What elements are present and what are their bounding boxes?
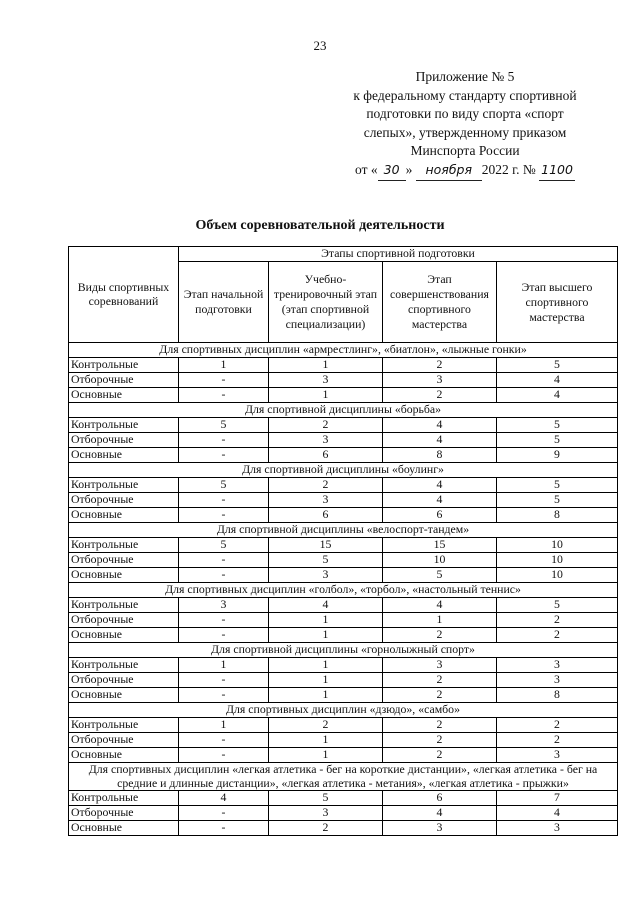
table-body — [69, 343, 618, 836]
annex-date-line — [340, 161, 590, 181]
section-title: Для спортивной дисциплины «борьба» — [69, 403, 618, 418]
value-cell: 8 — [497, 508, 618, 523]
value-cell: 2 — [269, 418, 383, 433]
value-cell: 2 — [383, 388, 497, 403]
value-cell: 5 — [497, 478, 618, 493]
value-cell: 4 — [497, 373, 618, 388]
table-row — [69, 658, 618, 673]
competition-type-cell: Основные — [69, 448, 179, 463]
value-cell: 3 — [269, 373, 383, 388]
value-cell: 5 — [497, 358, 618, 373]
value-cell: 5 — [179, 418, 269, 433]
competition-type-cell: Отборочные — [69, 433, 179, 448]
section-header-row — [69, 763, 618, 791]
competition-type-cell: Отборочные — [69, 373, 179, 388]
competition-type-cell: Основные — [69, 568, 179, 583]
annex-line-3: подготовки по виду спорта «спорт — [366, 106, 564, 122]
value-cell: 2 — [497, 613, 618, 628]
value-cell: 5 — [497, 418, 618, 433]
table-row — [69, 733, 618, 748]
table-row — [69, 806, 618, 821]
value-cell: 4 — [383, 806, 497, 821]
header-stages: Этапы спортивной подготовки — [179, 247, 618, 262]
competition-type-cell: Контрольные — [69, 718, 179, 733]
competition-type-cell: Основные — [69, 628, 179, 643]
section-header-row — [69, 463, 618, 478]
competition-type-cell: Отборочные — [69, 493, 179, 508]
value-cell: - — [179, 821, 269, 836]
value-cell: 4 — [497, 806, 618, 821]
value-cell: 2 — [383, 718, 497, 733]
value-cell: 3 — [179, 598, 269, 613]
value-cell: 4 — [497, 388, 618, 403]
table-row — [69, 478, 618, 493]
header-stage-improvement: Этап совершенствования спортивного мастерства — [383, 262, 497, 343]
competition-type-cell: Отборочные — [69, 733, 179, 748]
value-cell: 3 — [497, 748, 618, 763]
value-cell: 8 — [383, 448, 497, 463]
value-cell: 2 — [497, 628, 618, 643]
value-cell: 1 — [269, 748, 383, 763]
competition-type-cell: Контрольные — [69, 658, 179, 673]
value-cell: 4 — [383, 598, 497, 613]
value-cell: 3 — [269, 493, 383, 508]
value-cell: 4 — [383, 433, 497, 448]
value-cell: - — [179, 508, 269, 523]
value-cell: 1 — [269, 388, 383, 403]
section-header-row — [69, 523, 618, 538]
competition-type-cell: Основные — [69, 388, 179, 403]
date-year: 2022 г. № — [481, 161, 536, 177]
table-row — [69, 433, 618, 448]
section-title: Для спортивных дисциплин «голбол», «торбол», «настольный теннис» — [69, 583, 618, 598]
value-cell: 6 — [383, 791, 497, 806]
value-cell: - — [179, 388, 269, 403]
section-header-row — [69, 643, 618, 658]
value-cell: 5 — [269, 791, 383, 806]
value-cell: - — [179, 688, 269, 703]
table-row — [69, 538, 618, 553]
value-cell: - — [179, 613, 269, 628]
value-cell: 3 — [497, 673, 618, 688]
table-row — [69, 568, 618, 583]
value-cell: 1 — [269, 673, 383, 688]
value-cell: 1 — [269, 628, 383, 643]
value-cell: 6 — [269, 508, 383, 523]
date-prefix: от « — [355, 161, 378, 177]
page-number: 23 — [313, 38, 327, 53]
value-cell: 2 — [383, 733, 497, 748]
header-stage-initial: Этап начальной подготовки — [179, 262, 269, 343]
header-stage-higher: Этап высшего спортивного мастерства — [497, 262, 618, 343]
value-cell: 5 — [383, 568, 497, 583]
value-cell: 1 — [269, 613, 383, 628]
value-cell: 4 — [383, 493, 497, 508]
section-header-row — [69, 703, 618, 718]
header-competition-types: Виды спортивных соревнований — [69, 247, 179, 343]
value-cell: 9 — [497, 448, 618, 463]
competition-type-cell: Контрольные — [69, 358, 179, 373]
table-row — [69, 388, 618, 403]
table-row — [69, 373, 618, 388]
competition-type-cell: Отборочные — [69, 673, 179, 688]
section-header-row — [69, 403, 618, 418]
value-cell: 10 — [497, 553, 618, 568]
value-cell: - — [179, 628, 269, 643]
value-cell: 15 — [269, 538, 383, 553]
value-cell: 3 — [269, 433, 383, 448]
value-cell: 3 — [269, 568, 383, 583]
value-cell: - — [179, 448, 269, 463]
value-cell: 1 — [269, 658, 383, 673]
value-cell: 3 — [497, 821, 618, 836]
value-cell: 1 — [179, 358, 269, 373]
document-title: Объем соревновательной деятельности — [195, 218, 445, 233]
value-cell: 6 — [383, 508, 497, 523]
value-cell: 5 — [179, 538, 269, 553]
value-cell: 2 — [497, 718, 618, 733]
competition-type-cell: Основные — [69, 688, 179, 703]
section-title: Для спортивной дисциплины «боулинг» — [69, 463, 618, 478]
value-cell: 4 — [179, 791, 269, 806]
annex-line-2: к федеральному стандарту спортивной — [353, 87, 577, 103]
table-row — [69, 358, 618, 373]
value-cell: 15 — [383, 538, 497, 553]
annex-block — [340, 68, 590, 181]
value-cell: 1 — [269, 733, 383, 748]
value-cell: 5 — [497, 598, 618, 613]
table-row — [69, 598, 618, 613]
value-cell: 1 — [179, 718, 269, 733]
competition-type-cell: Контрольные — [69, 418, 179, 433]
table-row — [69, 553, 618, 568]
competition-table — [68, 246, 618, 836]
value-cell: 6 — [269, 448, 383, 463]
value-cell: 2 — [269, 478, 383, 493]
value-cell: 4 — [383, 418, 497, 433]
table-row — [69, 718, 618, 733]
annex-line-4: слепых», утвержденному приказом — [363, 124, 567, 140]
value-cell: 8 — [497, 688, 618, 703]
value-cell: 3 — [383, 821, 497, 836]
section-title: Для спортивных дисциплин «легкая атлетика - бег на короткие дистанции», «легкая атлетика - бег на средние и длинные дистанции», «легкая атлетика - метания», «легкая атлетика - прыжки» — [69, 763, 618, 791]
section-title: Для спортивных дисциплин «дзюдо», «самбо» — [69, 703, 618, 718]
value-cell: - — [179, 748, 269, 763]
value-cell: 5 — [497, 493, 618, 508]
table-row — [69, 418, 618, 433]
table-row — [69, 821, 618, 836]
competition-type-cell: Контрольные — [69, 598, 179, 613]
value-cell: 2 — [383, 748, 497, 763]
value-cell: 5 — [269, 553, 383, 568]
order-number: 1100 — [539, 161, 575, 181]
value-cell: 2 — [383, 673, 497, 688]
section-title: Для спортивной дисциплины «горнолыжный спорт» — [69, 643, 618, 658]
table-row — [69, 493, 618, 508]
table-row — [69, 613, 618, 628]
value-cell: - — [179, 568, 269, 583]
section-header-row — [69, 583, 618, 598]
value-cell: 3 — [383, 658, 497, 673]
value-cell: 2 — [269, 821, 383, 836]
value-cell: 2 — [383, 628, 497, 643]
value-cell: - — [179, 673, 269, 688]
value-cell: 7 — [497, 791, 618, 806]
value-cell: 10 — [497, 568, 618, 583]
competition-type-cell: Основные — [69, 748, 179, 763]
date-mid: » — [405, 161, 413, 177]
date-day: 30 — [378, 161, 406, 181]
value-cell: 3 — [383, 373, 497, 388]
competition-type-cell: Отборочные — [69, 806, 179, 821]
annex-line-5: Минспорта России — [410, 143, 520, 159]
section-title: Для спортивных дисциплин «армрестлинг», «биатлон», «лыжные гонки» — [69, 343, 618, 358]
value-cell: - — [179, 553, 269, 568]
table-row — [69, 748, 618, 763]
competition-type-cell: Основные — [69, 821, 179, 836]
competition-type-cell: Отборочные — [69, 553, 179, 568]
value-cell: - — [179, 493, 269, 508]
value-cell: - — [179, 806, 269, 821]
section-title: Для спортивной дисциплины «велоспорт-тандем» — [69, 523, 618, 538]
value-cell: 2 — [383, 358, 497, 373]
table-row — [69, 673, 618, 688]
value-cell: 3 — [497, 658, 618, 673]
value-cell: 3 — [269, 806, 383, 821]
value-cell: 2 — [497, 733, 618, 748]
table-row — [69, 628, 618, 643]
competition-type-cell: Основные — [69, 508, 179, 523]
value-cell: 5 — [179, 478, 269, 493]
value-cell: - — [179, 373, 269, 388]
section-header-row — [69, 343, 618, 358]
table-row — [69, 448, 618, 463]
competition-type-cell: Контрольные — [69, 478, 179, 493]
table-row — [69, 791, 618, 806]
table-row — [69, 688, 618, 703]
value-cell: - — [179, 433, 269, 448]
competition-type-cell: Отборочные — [69, 613, 179, 628]
value-cell: 10 — [497, 538, 618, 553]
value-cell: 4 — [269, 598, 383, 613]
value-cell: 10 — [383, 553, 497, 568]
value-cell: 2 — [269, 718, 383, 733]
table-row — [69, 508, 618, 523]
value-cell: 1 — [179, 658, 269, 673]
competition-type-cell: Контрольные — [69, 538, 179, 553]
date-month: ноября — [416, 161, 482, 181]
value-cell: - — [179, 733, 269, 748]
annex-line-1: Приложение № 5 — [415, 69, 515, 84]
value-cell: 1 — [269, 358, 383, 373]
value-cell: 4 — [383, 478, 497, 493]
header-stage-training: Учебно-тренировочный этап (этап спортивной специализации) — [269, 262, 383, 343]
value-cell: 1 — [383, 613, 497, 628]
value-cell: 2 — [383, 688, 497, 703]
value-cell: 1 — [269, 688, 383, 703]
value-cell: 5 — [497, 433, 618, 448]
competition-type-cell: Контрольные — [69, 791, 179, 806]
